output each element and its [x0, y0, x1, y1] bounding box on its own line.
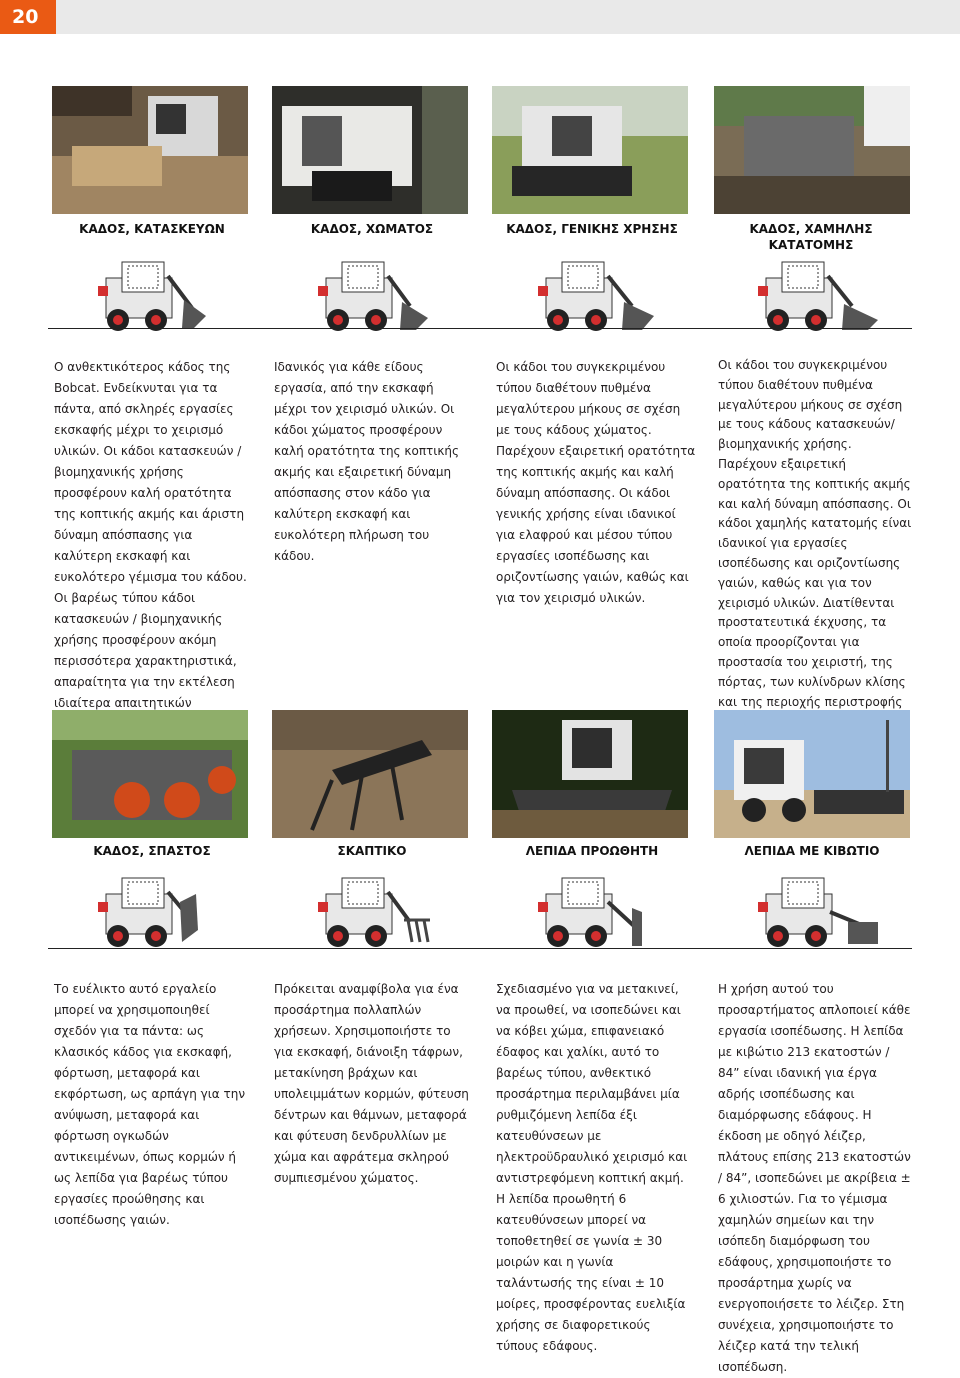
label-construction-bucket: ΚΑΔΟΣ, ΚΑΤΑΣΚΕΥΩΝ: [79, 222, 225, 236]
box-blade-photo: [714, 710, 910, 838]
low-profile-bucket-photo: [714, 86, 910, 214]
desc-low-profile-bucket: Οι κάδοι του συγκεκριμένου τύπου διαθέτουν πυθμένα μεγαλύτερου μήκους σε σχέση με τους κάδους κατασκευών/ βιομηχανικής χρήσης. Παρέχουν εξαιρετική ορατότητα της κοπτικής ακμής και καλή δύναμη απόσπασης. Οι κάδοι χαμηλής κατατομής είναι ιδανικοί για εργασίες ισοπέδωσης και οριζοντίωσης γαιών, καθώς και για τον χειρισμό υλικών. Διατίθενται προστατευτικά έκχυσης, τα οποία προορίζονται για προστασία του χειριστή, της πόρτας, των κυλίνδρων κλίσης και της περιοχής περιστροφής: [718, 358, 912, 709]
divider-row1: [48, 328, 912, 329]
loader-diagram-4-in-1-bucket: [84, 872, 284, 954]
label-4-in-1-bucket: ΚΑΔΟΣ, ΣΠΑΣΤΟΣ: [93, 844, 211, 858]
loader-diagram-general-purpose-bucket: [524, 256, 724, 338]
desc-box-blade: Η χρήση αυτού του προσαρτήματος απλοποιεί κάθε εργασία ισοπέδωσης. Η λεπίδα με κιβώτιο 213 εκατοστών / 84” είναι ιδανική για έργα αδρής ισοπέδωσης και διαμόρφωσης εδάφους. Η έκδοση με οδηγό λέιζερ, πλάτους επίσης 213 εκατοστών / 84”, ισοπεδώνει με ακρίβεια ± 6 χιλιοστών. Για το γέμισμα χαμηλών σημείων και την ισόπεδη διαμόρφωση του εδάφους, χρησιμοποιήστε το προσάρτημα χωρίς να ενεργοποιήσετε το λέιζερ. Στη συνέχεια, χρησιμοποιήστε το λέιζερ κατά την τελική ισοπέδωση.: [718, 982, 911, 1374]
desc-dirt-bucket: Ιδανικός για κάθε είδους εργασία, από την εκσκαφή μέχρι τον χειρισμό υλικών. Οι κάδοι χώματος προσφέρουν καλή ορατότητα της κοπτικής ακμής και εξαιρετική δύναμη απόσπασης στον κάδο για καλύτερη εκσκαφή και ευκολότερη πλήρωση του κάδου.: [274, 360, 460, 563]
desc-construction-bucket: Ο ανθεκτικότερος κάδος της Bobcat. Ενδείκνυται για τα πάντα, από σκληρές εργασίες εκσκαφής μέχρι το χειρισμό υλικών. Οι κάδοι κατασκευών / βιομηχανικής χρήσης προσφέρουν καλή ορατότητα της κοπτικής ακμής και άριστη δύναμη απόσπασης για καλύτερη εκσκαφή και ευκολότερο γέμισμα του κάδου. Οι βαρέως τύπου κάδοι κατασκευών / βιομηχανικής χρήσης προσφέρουν ακόμη περισσότερα χαρακτηριστικά, απαραίτητα για την εκτέλεση ιδιαίτερα απαιτητικών: [54, 360, 247, 710]
label-dozer-blade: ΛΕΠΙΔΑ ΠΡΟΩΘΗΤΗ: [525, 844, 659, 858]
4-in-1-bucket-photo: [52, 710, 248, 838]
loader-diagram-construction-bucket: [84, 256, 284, 338]
desc-dozer-blade: Σχεδιασμένο για να μετακινεί, να προωθεί, να ισοπεδώνει και να κόβει χώμα, επιφανειακό έδαφος και χαλίκι, αυτό το βαρέως τύπου, ανθεκτικό προσάρτημα περιλαμβάνει μία ρυθμιζόμενη λεπίδα έξι κατευθύνσεων με ηλεκτροϋδραυλικό χειρισμό και αντιστρεφόμενη κοπτική ακμή. Η λεπίδα προωθητή 6 κατευθύνσεων μπορεί να τοποθετηθεί σε γωνία ± 30 μοιρών και η γωνία ταλάντωσής της είναι ± 10 μοίρες, προσφέροντας ευελιξία χρήσης σε διαφορετικούς τύπους εδάφους.: [496, 982, 688, 1353]
label-low-profile-bucket: ΚΑΔΟΣ, ΧΑΜΗΛΗΣ ΚΑΤΑΤΟΜΗΣ: [749, 222, 873, 252]
construction-bucket-photo: [52, 86, 248, 214]
loader-diagram-grapple: [304, 872, 504, 954]
label-grapple: ΣΚΑΠΤΙΚΟ: [337, 844, 407, 858]
divider-row2: [48, 948, 912, 949]
general-purpose-bucket-photo: [492, 86, 688, 214]
desc-general-purpose-bucket: Οι κάδοι του συγκεκριμένου τύπου διαθέτουν πυθμένα μεγαλύτερου μήκους σε σχέση με τους κάδους χώματος. Παρέχουν εξαιρετική ορατότητα της κοπτικής ακμής και καλή δύναμη απόσπασης. Οι κάδοι γενικής χρήσης είναι ιδανικοί για ελαφρού και μέσου τύπου εργασίες ισοπέδωσης και οριζοντίωσης γαιών, καθώς και για τον χειρισμό υλικών.: [496, 360, 696, 605]
top-bar: [0, 0, 960, 34]
loader-diagram-dirt-bucket: [304, 256, 504, 338]
desc-grapple: Πρόκειται αναμφίβολα για ένα προσάρτημα πολλαπλών χρήσεων. Χρησιμοποιήστε το για εκσκαφή, διάνοιξη τάφρων, μετακίνηση βράχων και υπολειμμάτων κορμών, φύτευση δέντρων και θάμνων, μεταφορά και φύτευση δενδρυλλίων με χώμα και αφράτεμα σκληρού συμπιεσμένου χώματος.: [274, 982, 469, 1185]
page-number: 20: [0, 0, 56, 34]
loader-diagram-box-blade: [744, 872, 944, 954]
loader-diagram-low-profile-bucket: [744, 256, 944, 338]
dozer-blade-photo: [492, 710, 688, 838]
grapple-photo: [272, 710, 468, 838]
label-dirt-bucket: ΚΑΔΟΣ, ΧΩΜΑΤΟΣ: [310, 222, 434, 236]
dirt-bucket-photo: [272, 86, 468, 214]
desc-4-in-1-bucket: Το ευέλικτο αυτό εργαλείο μπορεί να χρησιμοποιηθεί σχεδόν για τα πάντα: ως κλασικός κάδος για εκσκαφή, φόρτωση, μεταφορά και εκφόρτωση, ως αρπάγη για την ανύψωση, μεταφορά και φόρτωση ογκωδών αντικειμένων, όπως κορμών ή ως λεπίδα για βαρέως τύπου εργασίες προώθησης και ισοπέδωσης γαιών.: [54, 982, 246, 1227]
loader-diagram-dozer-blade: [524, 872, 724, 954]
label-box-blade: ΛΕΠΙΔΑ ΜΕ ΚΙΒΩΤΙΟ: [744, 844, 880, 858]
label-general-purpose-bucket: ΚΑΔΟΣ, ΓΕΝΙΚΗΣ ΧΡΗΣΗΣ: [506, 222, 678, 236]
